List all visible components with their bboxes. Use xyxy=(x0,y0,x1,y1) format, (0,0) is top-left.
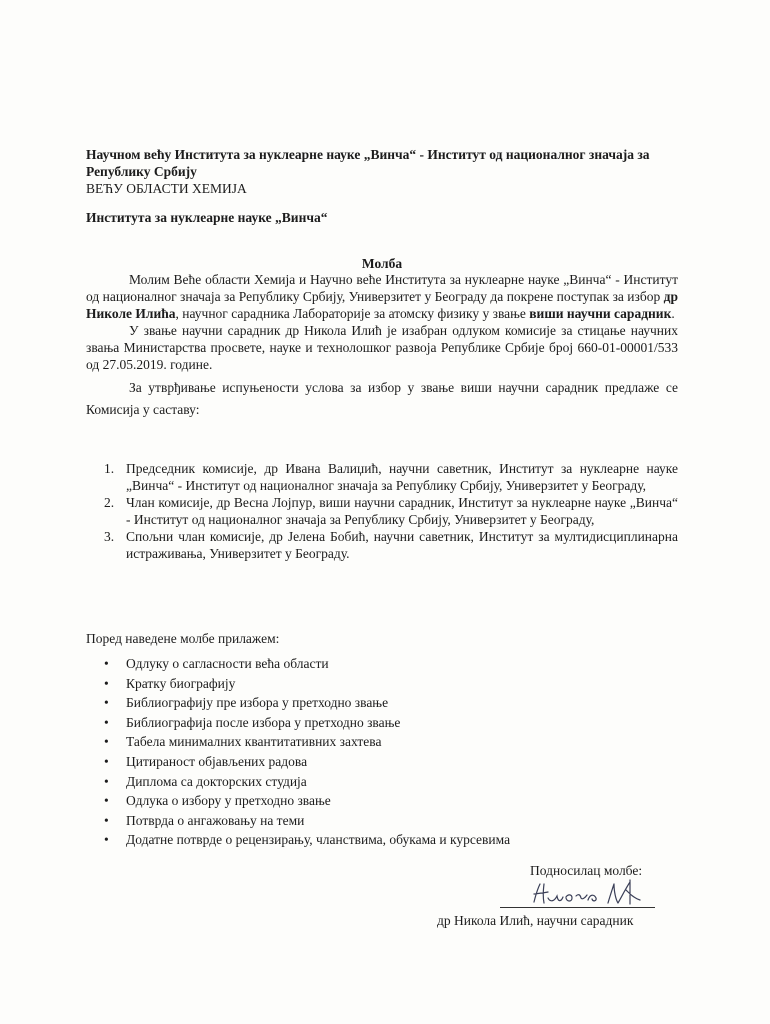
request-body xyxy=(86,271,678,421)
attachments-intro: Поред наведене молбе прилажем: xyxy=(86,631,280,646)
bullet-icon: • xyxy=(104,656,109,671)
bullet-icon: • xyxy=(104,675,109,691)
request-paragraph-2: У звање научни сарадник др Никола Илић је изабран одлуком комисије за стицање научних звања Министарства просвете, науке и технолошког развоја Републике Србије број 660-01-00001/533 од 27.05.2019. године. xyxy=(86,323,678,372)
list-item xyxy=(86,713,510,733)
attachment-text: Одлука о избору у претходно звање xyxy=(126,793,331,809)
bullet-icon: • xyxy=(104,753,109,769)
attachment-text: Додатне потврде о рецензирању, чланствима, обукама и курсевима xyxy=(126,832,511,848)
para1-text-a: Молим Веће области Хемија и Научно веће Института за нуклеарне науке „Винча“ - Институт од националног значаја за Републику Србију, Универзитет у Београду да покрене поступак за избор xyxy=(86,272,678,304)
bullet-icon: • xyxy=(104,812,109,828)
request-paragraph-1 xyxy=(86,271,678,322)
list-item xyxy=(86,752,510,772)
signature-line xyxy=(500,907,655,908)
list-item xyxy=(86,693,510,713)
attachment-text: Библиографију пре избора у претходно звање xyxy=(126,695,389,711)
signature-label: Подносилац молбе: xyxy=(530,863,643,878)
list-item xyxy=(86,830,510,850)
request-paragraph-3: За утврђивање испуњености услова за избор у звање виши научни сарадник предлаже се Комисија у саставу: xyxy=(86,380,678,417)
committee-member xyxy=(86,528,678,562)
attachments-list xyxy=(86,654,510,850)
document-title: Молба xyxy=(361,256,403,271)
committee-list xyxy=(86,460,678,562)
addressee-field-council: ВЕЋУ ОБЛАСТИ ХЕМИЈА xyxy=(86,181,247,196)
list-item xyxy=(86,772,510,792)
bullet-icon: • xyxy=(104,734,109,750)
committee-member-text: Председник комисије, др Ивана Валиџић, научни саветник, Институт за нуклеарне науке „Винча“ - Институт од националног значаја за Републику Србију, Универзитет у Београду, xyxy=(126,461,678,493)
addressee-block xyxy=(86,146,676,226)
handwritten-signature xyxy=(530,876,650,910)
para1-text-e: . xyxy=(671,306,675,321)
bullet-icon: • xyxy=(104,714,109,730)
candidate-name: др Николе Илића xyxy=(86,289,678,321)
attachment-text: Диплома са докторских студија xyxy=(126,773,307,789)
list-item xyxy=(86,674,510,694)
attachment-text: Одлуку о сагласности већа области xyxy=(126,656,329,671)
list-item xyxy=(86,791,510,811)
list-item xyxy=(86,811,510,831)
list-item xyxy=(86,732,510,752)
committee-number: 1. xyxy=(104,461,115,476)
bullet-icon: • xyxy=(104,832,109,848)
bullet-icon: • xyxy=(104,695,109,711)
attachment-text: Цитираност објављених радова xyxy=(126,753,308,769)
attachment-text: Библиографија после избора у претходно звање xyxy=(126,714,401,730)
committee-member xyxy=(86,460,678,494)
attachment-text: Табела минималних квантитативних захтева xyxy=(126,734,382,750)
list-item xyxy=(86,654,510,674)
para1-text-c: , научног сарадника Лабораторије за атомску физику у звање xyxy=(175,306,530,321)
committee-member-text: Спољни члан комисије, др Јелена Бобић, научни саветник, Институт за мултидисциплинарна истраживања, Универзитет у Београду. xyxy=(126,529,678,561)
addressee-institute: Института за нуклеарне науке „Винча“ xyxy=(86,210,328,225)
committee-number: 2. xyxy=(104,495,115,510)
committee-member xyxy=(86,494,678,528)
attachment-text: Потврда о ангажовању на теми xyxy=(126,812,305,828)
signatory-name: др Никола Илић, научни сарадник xyxy=(437,913,634,928)
requested-title: виши научни сарадник xyxy=(529,306,672,321)
bullet-icon: • xyxy=(104,793,109,809)
attachment-text: Кратку биографију xyxy=(126,675,236,691)
addressee-scientific-council: Научном већу Института за нуклеарне науке „Винча“ - Институт од националног значаја за Републику Србију xyxy=(86,147,650,179)
bullet-icon: • xyxy=(104,773,109,789)
committee-member-text: Члан комисије, др Весна Лојпур, виши научни сарадник, Институт за нуклеарне науке „Винча“ - Институт од националног значаја за Републику Србију, Универзитет у Београду, xyxy=(126,495,678,527)
committee-number: 3. xyxy=(104,529,115,544)
